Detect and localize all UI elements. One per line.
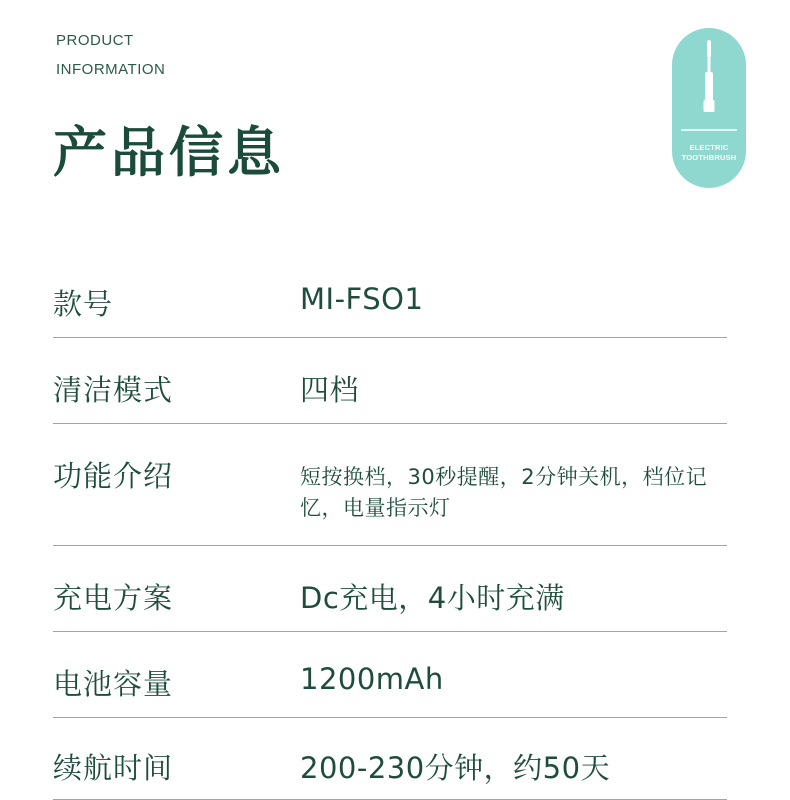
eyebrow-line-product: PRODUCT: [56, 32, 134, 49]
badge-label-toothbrush: TOOTHBRUSH: [681, 153, 737, 162]
spec-label: 清洁模式: [53, 373, 174, 407]
spec-label: 电池容量: [53, 667, 174, 701]
spec-value: 短按换档，30秒提醒，2分钟关机，档位记忆，电量指示灯: [300, 465, 708, 520]
spec-value: 四档: [300, 373, 360, 407]
spec-value: 200-230分钟，约50天: [300, 751, 611, 785]
badge-label-electric: ELECTRIC: [689, 143, 729, 152]
spec-row-charging: [53, 546, 727, 632]
spec-row-battery: [53, 632, 727, 718]
spec-value: MI-FSO1: [300, 282, 424, 316]
spec-table: [53, 252, 727, 800]
eyebrow-line-information: INFORMATION: [56, 61, 166, 78]
spec-row-features: [53, 424, 727, 546]
spec-label: 充电方案: [53, 581, 174, 615]
spec-value: Dc充电，4小时充满: [300, 581, 565, 615]
spec-label: 续航时间: [53, 751, 174, 785]
spec-row-battery-life: [53, 718, 727, 800]
toothbrush-icon: [672, 28, 746, 188]
section-eyebrow: [56, 26, 165, 84]
spec-value: 1200mAh: [300, 662, 444, 696]
spec-label: 款号: [53, 287, 114, 321]
page-title: 产品信息: [53, 121, 285, 184]
spec-row-cleaning-mode: [53, 338, 727, 424]
spec-row-model: [53, 252, 727, 338]
electric-toothbrush-badge: [672, 28, 746, 188]
spec-label: 功能介绍: [53, 459, 174, 493]
